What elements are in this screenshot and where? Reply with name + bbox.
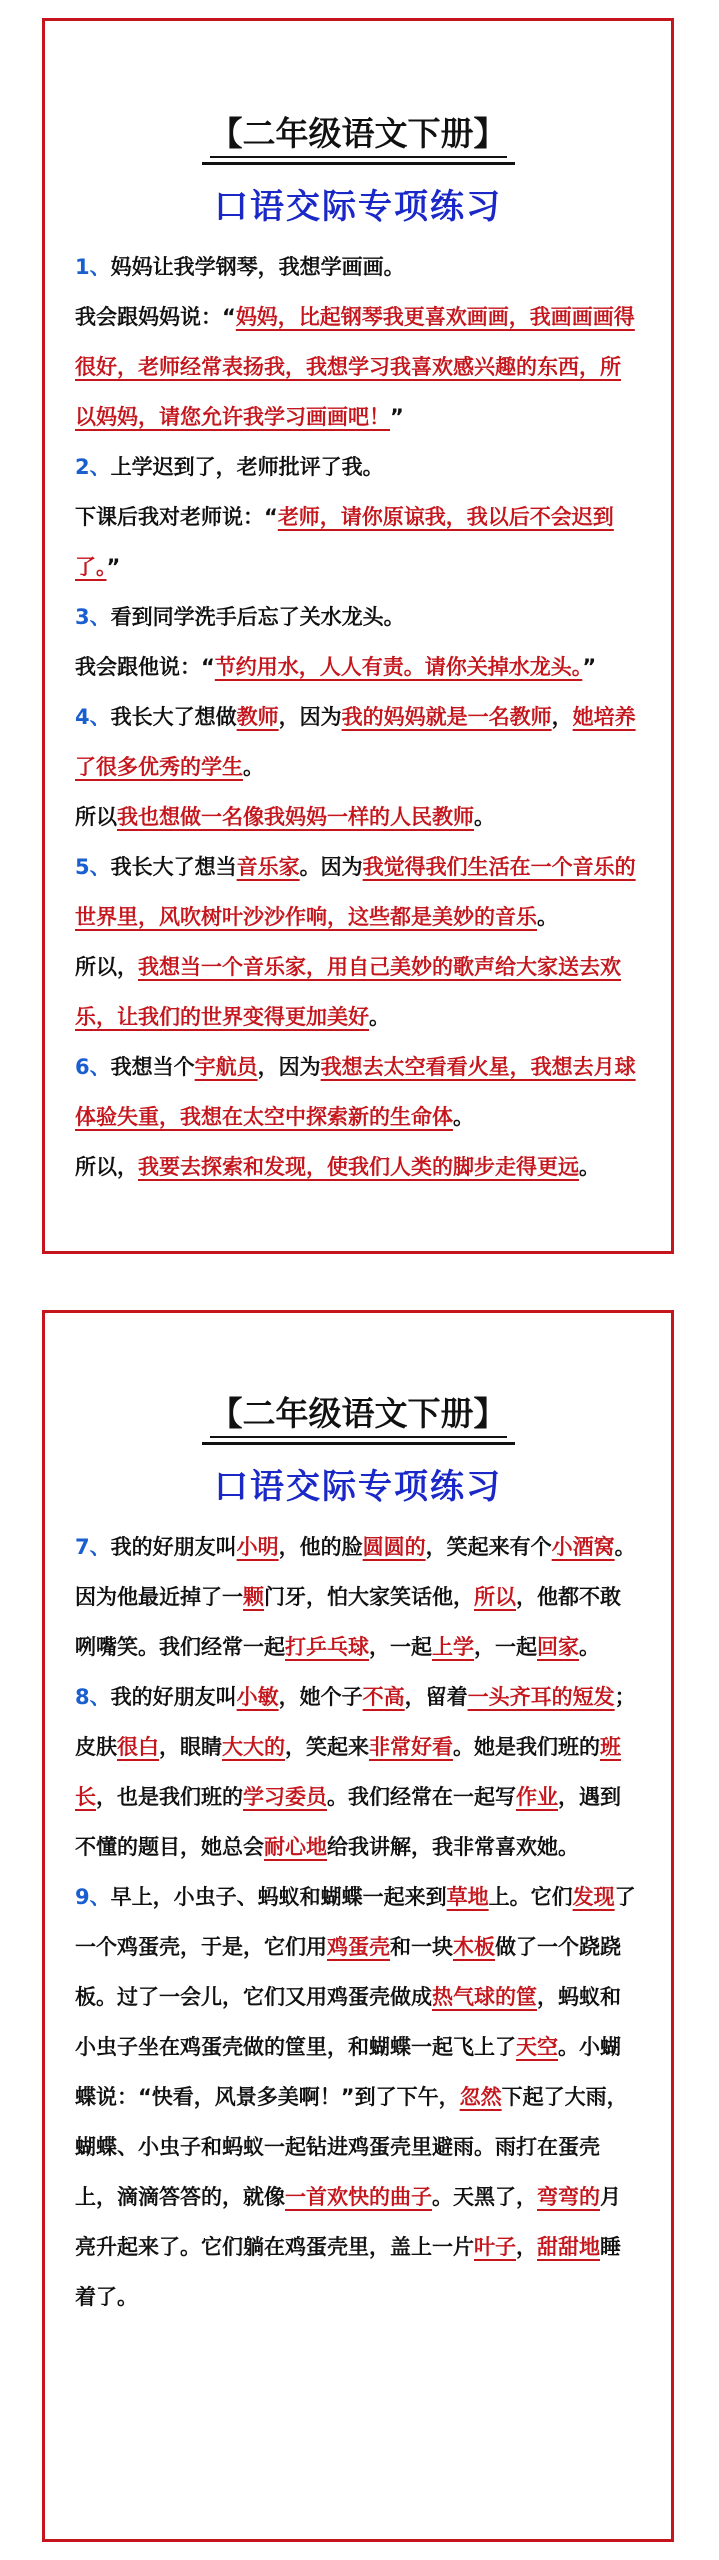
answer-text: 叶子 <box>474 2235 516 2260</box>
prompt-text: 。我们经常在一起写 <box>327 1785 516 1810</box>
paragraph <box>75 1042 641 1142</box>
answer-text: 节约用水，人人有责。请你关掉水龙头。 <box>214 655 583 680</box>
answer-text: 学习委员 <box>243 1785 327 1810</box>
card-content <box>45 228 671 1192</box>
prompt-text: ，一起 <box>369 1635 432 1660</box>
paragraph <box>75 242 641 292</box>
answer-text: 一头齐耳的短发 <box>467 1685 615 1710</box>
answer-text: 我觉得我们生活在一个音乐的世界里，风吹树叶沙沙作响，这些都是美妙的音乐 <box>75 855 636 930</box>
answer-text: 我想当一个音乐家，用自己美妙的歌声给大家送去欢乐，让我们的世界变得更加美好 <box>75 955 621 1030</box>
prompt-text: 。 <box>579 1635 600 1660</box>
answer-text: 颗 <box>243 1585 264 1610</box>
answer-text: 班长 <box>75 1735 621 1810</box>
paragraph <box>75 842 641 942</box>
item-number: 2、 <box>75 455 111 480</box>
answer-text: 发现 <box>572 1885 615 1910</box>
prompt-text: 我的好朋友叫 <box>110 1685 237 1710</box>
item-number: 5、 <box>75 855 111 880</box>
prompt-text: ” <box>106 555 121 580</box>
answer-text: 小敏 <box>236 1685 279 1710</box>
item-number: 7、 <box>75 1535 111 1560</box>
prompt-text: ，他的脸 <box>278 1535 363 1560</box>
answer-text: 她培养了很多优秀的学生 <box>75 705 636 780</box>
page-title: 【二年级语文下册】 <box>202 113 515 165</box>
prompt-text: ，一起 <box>474 1635 537 1660</box>
prompt-text: ，笑起来有个 <box>425 1535 552 1560</box>
prompt-text: 。 <box>579 1155 600 1180</box>
page-title: 【二年级语文下册】 <box>202 1393 515 1445</box>
prompt-text: ， <box>551 705 573 730</box>
card-content <box>45 1508 671 2322</box>
answer-text: 宇航员 <box>194 1055 258 1080</box>
prompt-text: 和一块 <box>390 1935 453 1960</box>
prompt-text: 我会跟他说：“ <box>75 655 215 680</box>
prompt-text: 我长大了想做 <box>110 705 237 730</box>
prompt-text: ，也是我们班的 <box>96 1785 243 1810</box>
paragraph <box>75 442 641 492</box>
answer-text: 很白 <box>117 1735 159 1760</box>
paragraph <box>75 292 641 442</box>
prompt-text: 所以 <box>75 805 117 830</box>
answer-text: 小明 <box>236 1535 279 1560</box>
paragraph <box>75 1522 641 1672</box>
paragraph <box>75 492 641 592</box>
prompt-text: 。 <box>243 755 264 780</box>
prompt-text: ，因为 <box>257 1055 321 1080</box>
answer-text: 天空 <box>516 2035 558 2060</box>
prompt-text: 给我讲解，我非常喜欢她。 <box>327 1835 579 1860</box>
answer-text: 上学 <box>432 1635 474 1660</box>
answer-text: 所以 <box>474 1585 516 1610</box>
item-number: 8、 <box>75 1685 111 1710</box>
item-number: 1、 <box>75 255 111 280</box>
prompt-text: 睡着了。 <box>75 2235 621 2310</box>
prompt-text: 妈妈让我学钢琴，我想学画画。 <box>110 255 405 280</box>
prompt-text: 我想当个 <box>110 1055 195 1080</box>
paragraph <box>75 592 641 642</box>
prompt-text: 所以， <box>75 1155 138 1180</box>
answer-text: 作业 <box>516 1785 558 1810</box>
prompt-text: ，因为 <box>278 705 342 730</box>
card-header <box>45 113 671 228</box>
prompt-text: 。因为 <box>299 855 363 880</box>
paragraph <box>75 1142 641 1192</box>
page-subtitle: 口语交际专项练习 <box>214 1467 502 1508</box>
prompt-text: 上。它们 <box>488 1885 573 1910</box>
answer-text: 圆圆的 <box>362 1535 426 1560</box>
answer-text: 非常好看 <box>369 1735 453 1760</box>
answer-text: 一首欢快的曲子 <box>285 2185 432 2210</box>
prompt-text: ， <box>516 2235 537 2260</box>
prompt-text: ，他都不敢咧嘴笑。我们经常一起 <box>75 1585 621 1660</box>
prompt-text: 所以， <box>75 955 138 980</box>
answer-text: 热气球的筐 <box>432 1985 537 2010</box>
answer-text: 不高 <box>362 1685 405 1710</box>
answer-text: 弯弯的 <box>537 2185 600 2210</box>
answer-text: 打乒乓球 <box>285 1635 369 1660</box>
prompt-text: ，笑起来 <box>285 1735 369 1760</box>
answer-text: 我想去太空看看火星，我想去月球体验失重，我想在太空中探索新的生命体 <box>75 1055 636 1130</box>
prompt-text: 。 <box>369 1005 390 1030</box>
answer-text: 音乐家 <box>236 855 300 880</box>
prompt-text: ” <box>390 405 404 430</box>
answer-text: 我也想做一名像我妈妈一样的人民教师 <box>117 805 474 830</box>
prompt-text: 下起了大雨，蝴蝶、小虫子和蚂蚁一起钻进鸡蛋壳里避雨。雨打在蛋壳上，滴滴答答的，就像 <box>75 2085 628 2210</box>
prompt-text: 看到同学洗手后忘了关水龙头。 <box>110 605 405 630</box>
prompt-text: ，留着 <box>404 1685 468 1710</box>
answer-text: 甜甜地 <box>537 2235 600 2260</box>
answer-text: 忽然 <box>459 2085 502 2110</box>
answer-text: 小酒窝 <box>551 1535 615 1560</box>
prompt-text: 月亮升起来了。它们躺在鸡蛋壳里，盖上一片 <box>75 2185 621 2260</box>
paragraph <box>75 792 641 842</box>
answer-text: 大大的 <box>222 1735 285 1760</box>
prompt-text: 。 <box>453 1105 474 1130</box>
prompt-text: 。 <box>537 905 558 930</box>
prompt-text: 。因为他最近掉了一 <box>75 1535 636 1610</box>
card-header <box>45 1393 671 1508</box>
answer-text: 回家 <box>537 1635 579 1660</box>
prompt-text: ，蚂蚁和小虫子坐在鸡蛋壳做的筐里，和蝴蝶一起飞上了 <box>75 1985 621 2060</box>
worksheet-card-1 <box>42 18 674 1254</box>
item-number: 9、 <box>75 1885 111 1910</box>
paragraph <box>75 642 641 692</box>
answer-text: 我要去探索和发现，使我们人类的脚步走得更远 <box>138 1155 579 1180</box>
prompt-text: 。小蝴蝶说：“快看，风景多美啊！”到了下午， <box>75 2035 621 2110</box>
prompt-text: ，遇到不懂的题目，她总会 <box>75 1785 621 1860</box>
paragraph <box>75 942 641 1042</box>
page-subtitle: 口语交际专项练习 <box>214 187 502 228</box>
answer-text: 鸡蛋壳 <box>327 1935 390 1960</box>
prompt-text: ” <box>582 655 597 680</box>
item-number: 3、 <box>75 605 111 630</box>
prompt-text: 上学迟到了，老师批评了我。 <box>110 455 384 480</box>
prompt-text: ；皮肤 <box>75 1685 636 1760</box>
prompt-text: 我会跟妈妈说：“ <box>75 305 236 330</box>
item-number: 6、 <box>75 1055 111 1080</box>
answer-text: 我的妈妈就是一名教师 <box>341 705 552 730</box>
answer-text: 木板 <box>453 1935 495 1960</box>
prompt-text: 门牙，怕大家笑话他， <box>264 1585 474 1610</box>
prompt-text: ，眼睛 <box>159 1735 222 1760</box>
answer-text: 耐心地 <box>264 1835 327 1860</box>
prompt-text: 。 <box>474 805 495 830</box>
prompt-text: 我长大了想当 <box>110 855 237 880</box>
answer-text: 老师，请你原谅我，我以后不会迟到了。 <box>75 505 614 580</box>
answer-text: 草地 <box>446 1885 489 1910</box>
prompt-text: 早上，小虫子、蚂蚁和蝴蝶一起来到 <box>110 1885 447 1910</box>
prompt-text: 我的好朋友叫 <box>110 1535 237 1560</box>
prompt-text: 下课后我对老师说：“ <box>75 505 278 530</box>
prompt-text: 了一个鸡蛋壳，于是，它们用 <box>75 1885 636 1960</box>
answer-text: 妈妈，比起钢琴我更喜欢画画，我画画画得很好，老师经常表扬我，我想学习我喜欢感兴趣的东西，所以妈妈，请您允许我学习画画吧！ <box>75 305 635 430</box>
prompt-text: 做了一个跷跷板。过了一会儿，它们又用鸡蛋壳做成 <box>75 1935 621 2010</box>
worksheet-card-2 <box>42 1310 674 2542</box>
paragraph <box>75 1872 641 2322</box>
paragraph <box>75 1672 641 1872</box>
prompt-text: 。天黑了， <box>432 2185 537 2210</box>
prompt-text: ，她个子 <box>278 1685 363 1710</box>
item-number: 4、 <box>75 705 111 730</box>
paragraph <box>75 692 641 792</box>
prompt-text: 。她是我们班的 <box>453 1735 600 1760</box>
answer-text: 教师 <box>236 705 279 730</box>
